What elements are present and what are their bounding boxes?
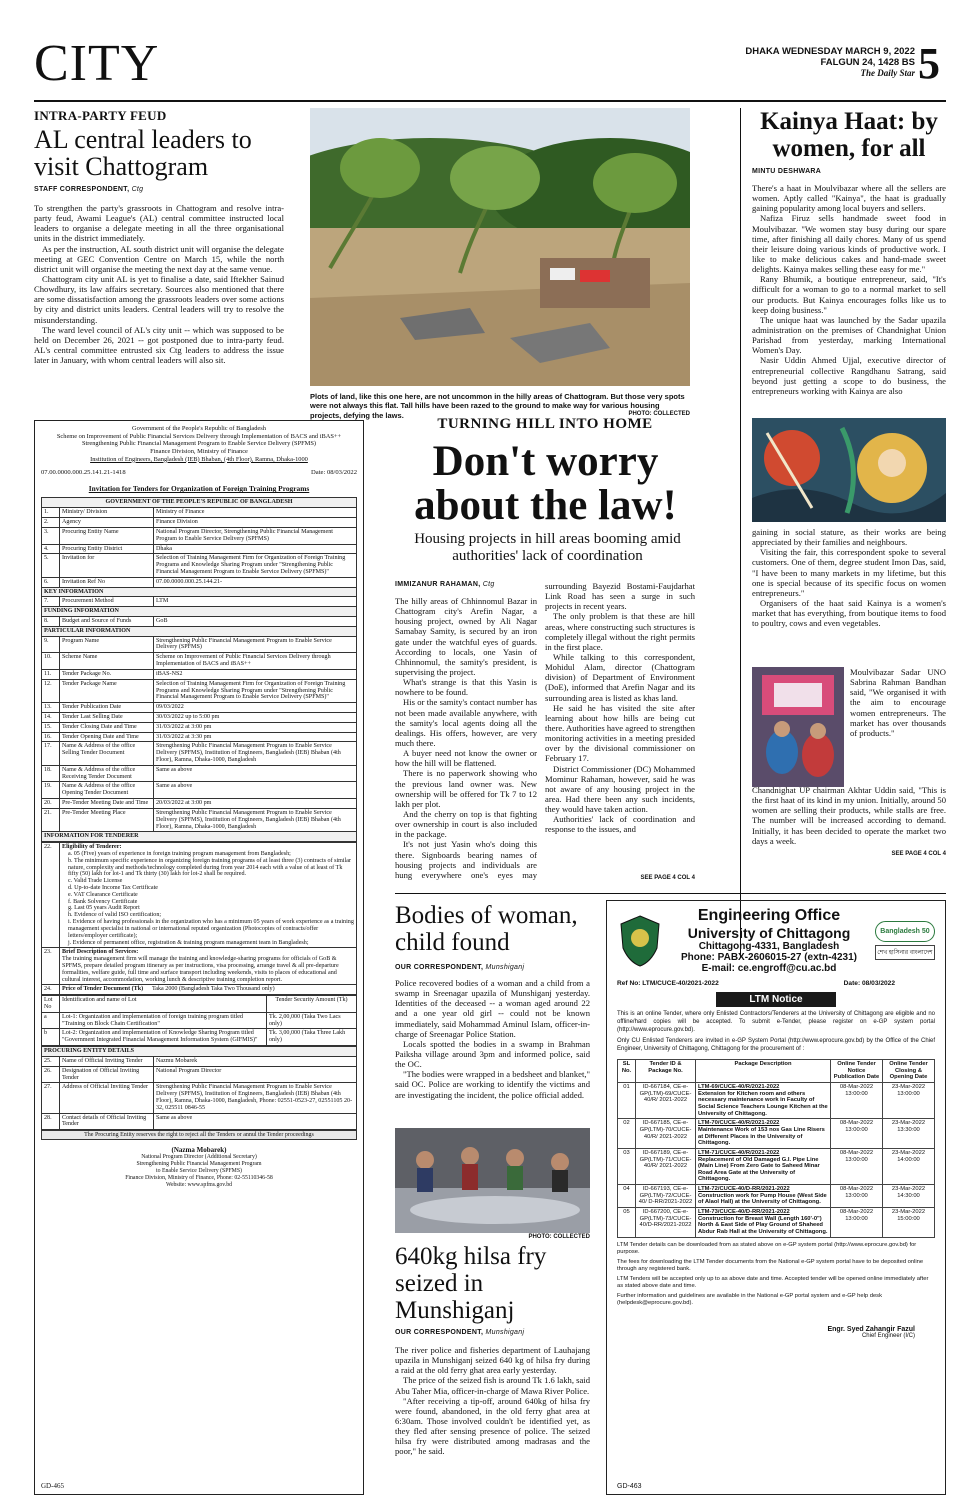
paragraph: As per the instruction, AL south district unit will organise the delegate meeting at GEC Convention Centre on March 15, while the north district unit will organise the meeting the next day at the same venue. [34,243,284,274]
story-kainya [752,108,946,411]
table-row: 16. Tender Opening Date and Time 31/03/2022 at 3:30 pm [42,732,357,742]
divider-lower [395,893,946,894]
table-row: 8. Budget and Source of Funds GoB [42,617,357,627]
table-row: 25. Name of Official Inviting Tender Nazmu Mobarek [42,1056,357,1066]
table-row: 9. Program Name Strengthening Public Financial Management Program to Enable Service Delivery (SPFMS) [42,636,357,653]
footer-note: LTM Tender details can be downloaded from as stated above on e-GP system portal (http://www.eprocure.gov.bd) for purpose. [617,1241,917,1256]
lead-byline: IMMIZANUR RAHAMAN, Ctg [395,581,495,588]
lead-col-2 [545,581,695,871]
story-byline: STAFF CORRESPONDENT, Ctg [34,186,144,193]
kainya-body-2 [752,527,946,667]
paragraph: His or the samity's contact number has not been made available anywhere, with the samity's local agents doing all the dealings. His offers, however, are very much there. [395,697,537,748]
bodies-byline: OUR CORRESPONDENT, Munshiganj [395,964,525,971]
table-row: 21. Pre-Tender Meeting Place Strengthening Public Financial Management Program to Enable Service Delivery (SPFMS), Institution of Engineers, Bangladesh (IEB) Bhaban (4th Floor), Ramna, Dhaka-1000, Bangladesh [42,808,357,831]
paragraph: "The bodies were wrapped in a bedsheet and blanket," said OC. Police are working to identify the victims and are investigating the incident, the police official added. [395,1069,590,1100]
eng-signature: Engr. Syed Zahangir Fazul Chief Engineer (I/C) [827,1325,915,1339]
paragraph: The price of the seized fish is around Tk 1.6 lakh, said Abu Taher Mia, officer-in-charge of Mawa River Police. [395,1375,590,1396]
tender-header [41,425,357,463]
table-row: 5. Invitation for Selection of Training Management Firm for Organization of Foreign Training Programs and Knowledge Sharing Program under "Strengthening Public Financial Management Program to Enable Service Delivery (SPFMS)" [42,554,357,577]
table-row: a Lot-1: Organization and implementation of foreign training program titled "Training on Block Chain Certification" Tk. 2,00,000 (Taka Two Lacs only) [42,1012,357,1029]
story-al-leaders [34,108,284,418]
tender-ref: 07.00.0000.000.25.141.21-1418 [41,469,126,477]
paragraph: "After receiving a tip-off, around 640kg of hilsa fry were found, abandoned, in the old ferry ghat area at 6:30am. Those involved couldn't be identified yet, as they fled after sensing presence of police. The seized hilsa fry were distributed among madrasas and the poor," he said. [395,1395,590,1457]
table-row: 03 ID-667189, CE-e-GP(LTM)-71/CUCE-40/R/ 2021-2022 LTM-71/CUCE-40/R/2021-2022 Replacement of Old Damaged G.I. Pipe Line (Main Line) From Zero Gate to Saheed Minar Road Area Gate at the University of Chittagong. 08-Mar-2022 13:00:00 23-Mar-2022 14:00:00 [618,1148,935,1184]
paragraph: The ward level council of AL's city unit -- which was supposed to be held on December 26, 2021 -- got postponed due to intra-party feud. AL's central committee entrusted six Ctg leaders to address the issue later in January, with whom central leaders will also sit. [34,324,284,366]
table-row: 4. Procuring Entity District Dhaka [42,544,357,554]
tender-ref-row [41,469,357,476]
lead-kicker: TURNING HILL INTO HOME [437,416,653,432]
table-row: b Lot-2: Organization and implementation of Knowledge Sharing Program titled "Government Integrated Financial Management Information System (GIFMIS)" Tk. 3,00,000 (Taka Three Lakh only) [42,1029,357,1046]
eligibility-item: a. 05 (Five) years of experience in foreign training program management from Bangladesh; [68,850,291,857]
paragraph: It's not just Yasin who's doing this there. Signboards bearing names of housing projects and individuals are hung everywhere one's eyes may [395,839,537,880]
table-header: Tender ID & Package No. [636,1059,696,1082]
paragraph [752,846,946,847]
paragraph: There is no paperwork showing who the previous land owner was. New ownership will be offered for Tk 7 to 12 lakh per plot. [395,768,537,809]
lead-see-page: SEE PAGE 4 COL 4 [640,875,695,881]
paragraph: Authorities' lack of coordination and response to the issues, and [545,814,695,835]
hill-photo-credit: PHOTO: COLLECTED [628,411,690,417]
tender-signature: (Nazma Mobarek) National Program Director (Additional Secretary) Strengthening Public Financial Management Program to Enable Service Delivery (SPFMS) Finance Division, Ministry of Finance, Phone: 02-55110346-58 Website: www.spfms.gov.bd [41,1146,357,1189]
paragraph: A buyer need not know the owner or how the hill will be flattened. [395,748,537,769]
story-body [34,203,284,423]
eng-ref-row [617,980,935,987]
table-row: KEY INFORMATION [42,587,357,597]
signer-line: Finance Division, Ministry of Finance, Phone: 02-55110346-58 [125,1175,273,1182]
hill-photo [310,108,690,386]
story-headline: AL central leaders to visit Chattogram [34,125,252,181]
tender-date: Date: 08/03/2022 [311,469,357,477]
table-header: Online Tender Closing & Opening Date [883,1059,935,1082]
kainya-see-page: SEE PAGE 4 COL 4 [891,851,946,857]
paragraph: The unique haat was launched by the Sadar upazila administration on the premises of Chandnighat Union Parishad from yesterday, marking International Women's Day. [752,314,946,356]
eng-date: Date: 08/03/2022 [843,980,895,987]
table-row: 15. Tender Closing Date and Time 31/03/2022 at 3:00 pm [42,722,357,732]
table-header: Package Description [696,1059,831,1082]
tender-lot-table [41,995,357,1046]
hill-landscape-image [310,108,690,386]
footer-note: LTM Tenders will be accepted only up to as above date and time. Accepted tender will be opened online immediately after as stated above date and time. [617,1275,929,1290]
tender-table [41,497,357,842]
table-header: SL No. [618,1059,636,1082]
paragraph: There's a haat in Moulvibazar where all the sellers are women. Aptly called "Kainya", the haat is gradually gaining popularity among local buyers and sellers. [752,183,946,214]
paragraph: Chandnighat UP chairman Akhtar Uddin said, "This is the first haat of its kind in my union. Initially, around 50 women are selling their products, while stalls are free. The number will be increased according to demand. Initially, it has been decided to operate the market two days a week. [752,785,946,846]
paragraph: Nasir Uddin Ahmed Ujjal, executive director of entrepreneurial collective Rangdhanu Satrang, said beyond just getting a scope to do business, the entrepreneurs working with Kainya are also [752,355,946,396]
paragraph: The hilly areas of Chhinnomul Bazar in Chattogram city's Arefin Nagar, a housing project, owned by Ali Nagar Samabay Samity, is secured by an iron gate under the watchful eyes of guards. According to locals, one Yasin of Chhinnomul, the samity's president, is supervising the project. [395,596,537,677]
eng-ad-title: Engineering Office [697,907,841,924]
story-kicker: INTRA-PARTY FEUD [34,108,167,123]
hilsa-body [395,1345,590,1495]
paper-logo: The Daily Star [860,68,915,78]
ltm-notice-title: LTM Notice [716,992,836,1007]
eligibility-item: i. Evidence of having professionals in the organization who has a minimum 05 years of work experience as a training management specialist in national or international reputed organization (Photocopies of contracts/offer letters/employer certificate); [68,919,354,939]
bangladesh-50-logo: Bangladesh 50 শেখ হাসিনার বাংলাদেশ [875,921,935,960]
table-row: PROCURING ENTITY DETAILS [42,1047,357,1057]
lead-headline: Don't worry about the law! [414,438,677,529]
page-number: 5 [918,39,940,88]
paragraph: surrounding Bayezid Bostami-Faujdarhat Link Road has seen a surge in such projects in recent years. [545,581,695,612]
dateline [725,46,915,79]
bodies-body [395,978,590,1126]
bodies-headline: Bodies of woman, child found [395,902,578,956]
table-row: 6. Invitation Ref No 07.00.0000.000.25.144.21- [42,577,357,587]
hill-photo-caption: Plots of land, like this one here, are not uncommon in the hilly areas of Chattogram. But those very spots were not always this flat. Tall hills have been razed to the ground to make way for various housing projects, defying the laws. [310,392,685,420]
dateline-bangla-date: FALGUN 24, 1428 BS [820,57,915,68]
table-row: 3. Procuring Entity Name National Program Director, Strengthening Public Financial Management Program to Enable Service Delivery (SPFMS) [42,527,357,544]
tender-header-line: Institution of Engineers, Bangladesh (IEB) Bhaban, (4th Floor), Ramna, Dhaka-1000 [90,455,308,463]
table-row: 28. Contact details of Official Inviting Tender Same as above [42,1113,357,1130]
paragraph: Nafiza Firuz sells handmade sweet food in Moulvibazar. "We women stay busy during our spare time, after finishing all daily chores. Many of us spend their leisure doing various kinds of productive work. I like to make delicious cakes and hand-made sweet delights. Kainya makes selling these easy for me." [752,213,946,275]
table-row: GOVERNMENT OF THE PEOPLE'S REPUBLIC OF BANGLADESH [42,498,357,508]
eng-ref: Ref No: LTM/CUCE-40/2021-2022 [617,980,719,987]
signer-line: to Enable Service Delivery (SPFMS) [156,1168,242,1175]
table-row: FUNDING INFORMATION [42,607,357,617]
table-row: 12. Tender Package Name Selection of Training Management Firm for Organization of Foreign Training Programs and Knowledge Sharing Program under "Strengthening Public Financial Management Program to Enable Service Delivery (SPFMS)" [42,679,357,702]
table-row: 13. Tender Publication Date 09/03/2022 [42,703,357,713]
paragraph: Moulvibazar Sadar UNO Sabrina Rahman Bandhan said, "We organised it with the aim to encourage women entrepreneurs. The market has over thousands of products." [850,667,946,738]
paragraph: Locals spotted the bodies in a swamp in Brahman Paiksha village around 3pm and informed police, said the OC. [395,1038,590,1070]
eng-ad [606,900,946,1495]
tender-code: GD-465 [41,1482,64,1490]
table-row: 01 ID-667184, CE-e-GP(LTM)-69/CUCE-40/R/ 2021-2022 LTM-69/CUCE-40/R/2021-2022 Extension for Kitchen room and others necessary maintenance work in Faculty of Social Science Teachers Lounge Kitchen at the University of Chittagong. 08-Mar-2022 13:00:00 23-Mar-2022 13:00:00 [618,1082,935,1118]
eng-code: GD-463 [617,1483,642,1490]
tender-eligibility: 22. Eligibility of Tenderer: a. 05 (Five) years of experience in foreign training program management from Bangladesh; b. The minimum specific experience in organizing foreign training programs of at least three (3) contracts of similar nature, complexity and methods/technology completed during from year 2014 each with a value of at least of Tk fifty (50) lakh for lot-1 and Tk thirty (30) lakh for lot-2 shall be required. c. Valid Trade License d. Up-to-date Income Tax Certificate e. VAT Clearance Certificate f. Bank Solvency Certificate g. Last 05 years Audit Report h. Evidence of valid ISO certification; i. Evidence of having professionals in the organization who has a minimum 05 years of work experience as a training management specialist in national or international reputed organization (Photocopies of contracts/offer letters/employer certificate); j. Evidence of permanent office, registration & training program management team in Bangladesh; 23. Brief Description of Services: The training management firm will manage the training and knowledge-sharing programs for officials of GoB & SPFMS, prepare detailed program itinerary as per instructions, visa processing, arrange travel & all pre-departure formalities, welfare guide, full time and surface transport including weekends, visits to places of educational and cultural interest, accommodation, working lunch & descriptive training completion report. 24. Price of Tender Document (Tk) Taka 2000 (Bangladesh Taka Two Thousand only) [41,842,357,995]
lead-col-1 [395,596,537,881]
eng-footer-notes [617,1242,935,1308]
eng-ad-addr: Chittagong-4331, Bangladesh [698,941,840,952]
table-row: 7. Procurement Method LTM [42,597,357,607]
tender-header-line: Scheme on Improvement of Public Financial Services Delivery through Implementation of BACS and iBAS++ [56,432,342,440]
paragraph: Police recovered bodies of a woman and a child from a swamp in Sreenagar upazila of Munshiganj yesterday. Identities of the deceased -- a woman aged around 22 and a one year old girl -- could not be known immediately, said Mohammad Aminul Islam, officer-in-charge of Sreenagar Police Station. [395,978,590,1039]
eligibility-item: h. Evidence of valid ISO certification; [68,912,162,919]
table-row: 27. Address of Official Inviting Tender Strengthening Public Financial Management Program to Enable Service Delivery (SPFMS), Institution of Engineers, Bangladesh (IEB) Bhaban (4th Floor), Ramna, Dhaka-1000, Bangladesh, Phone: 02551-0523-27, 02551105 20-32, 025511 0846-55 [42,1083,357,1113]
paragraph: And the cherry on top is that fighting over ownership in court is also included in the package. [395,808,537,840]
table-row: 26. Designation of Official Inviting Tender National Program Director [42,1066,357,1083]
kainya-art-photo [752,418,946,522]
footer-note: Further information and guidelines are available in the National e-GP portal system and e-GP help desk (helpdesk@eprocure.gov.bd). [617,1292,882,1307]
eng-ad-email: E-mail: ce.engroff@cu.ac.bd [701,963,837,974]
kainya-byline: MINTU DESHWARA [752,168,822,175]
paragraph: While talking to this correspondent, Mohidul Alam, director (Chattogram division) of Department of Environment (DoE), informed that Arefin Nagar and its surrounding area is listed as khas land. [545,651,695,703]
table-row: INFORMATION FOR TENDERER [42,832,357,842]
table-row: 05 ID-667200, CE-e-GP(LTM)-73/CUCE-40/D-RR/2021-2022 LTM-73/CUCE-40/D-RR/2021-2022 Construction for Breast Wall (Length 160'-0") North & East Side of Play Ground of Shaheed Abdur Rab Hall at the University of Chittagong. 08-Mar-2022 13:00:00 23-Mar-2022 15:00:00 [618,1208,935,1238]
tender-header-line: Finance Division, Ministry of Finance [150,448,248,456]
paragraph: To strengthen the party's grassroots in Chattogram and resolve intra-party feud, Awami League's (AL) central committee instructed local leaders to organise a delegate meeting in all the three organisational units in the district immediately. [34,203,284,244]
signer-line: National Program Director (Additional Secretary) [141,1154,257,1161]
tender-header-line: Government of the People's Republic of Bangladesh [132,425,266,432]
table-row: 17. Name & Address of the office Selling Tender Document Strengthening Public Financial Management Program to Enable Service Delivery (SPFMS), Institution of Engineers, Bangladesh (IEB) Bhaban (4th Floor), Ramna, Dhaka-1000, Bangladesh [42,742,357,765]
hilsa-photo [395,1128,590,1233]
signer-line: Strengthening Public Financial Management Program [136,1161,262,1168]
table-row: 18. Name & Address of the office Receiving Tender Document Same as above [42,765,357,782]
eligibility-item: e. VAT Clearance Certificate [68,891,138,898]
footer-note: The fees for downloading the LTM Tender documents from the National e-GP system portal have to be deposited online through any registered bank. [617,1258,924,1273]
table-row: 02 ID-667185, CE-e-GP(LTM)-70/CUCE-40/R/ 2021-2022 LTM-70/CUCE-40/R/2021-2022 Maintenance Work of 153 nos Gas Line Risers at Different Places in the University of Chittagong. 08-Mar-2022 13:00:00 23-Mar-2022 13:30:00 [618,1119,935,1149]
section-title: CITY [34,35,160,92]
paragraph: What's strange is that this Yasin is nowhere to be found. [395,677,537,698]
hilsa-headline: 640kg hilsa fry seized in Munshiganj [395,1243,547,1324]
tender-header-line: Strengthening Public Financial Management Program to Enable Service Delivery (SPFMS) [81,440,317,448]
ltm-table [617,1059,935,1238]
eligibility-item: d. Up-to-date Income Tax Certificate [68,885,158,891]
signer-line: Website: www.spfms.gov.bd [165,1182,233,1188]
paragraph: Rany Bhumik, a boutique entrepreneur, said, "It's difficult for a woman to go to a normal market to sell our products. But Kainya encourages folks like us to keep doing business." [752,274,946,315]
eligibility-item: c. Valid Trade License [68,878,123,885]
column-rule [740,108,741,958]
table-row: PARTICULAR INFORMATION [42,626,357,636]
eligibility-item: g. Last 05 years Audit Report [68,905,140,912]
kainya-body [752,183,946,411]
eligibility-item: f. Bank Solvency Certificate [68,898,138,905]
table-header: Online Tender Notice Publication Date [831,1059,883,1082]
kainya-headline: Kainya Haat: by women, for all [760,108,938,162]
eng-intro-2: Only CU Enlisted Tenderers are invited in e-GP System Portal (http://www.eprocure.gov.bd) by the Office of the Chief Engineer, University of Chittagong, Chittagong for the procurement of : [617,1038,935,1053]
paragraph: gaining in social stature, as their works are being appreciated by their families and neighbours. [752,527,946,548]
hilsa-photo-credit: PHOTO: COLLECTED [528,1234,590,1240]
kainya-body-3 [752,667,946,847]
tender-ad [34,420,364,1495]
tender-title: Invitation for Tenders for Organization of Foreign Training Programs [88,484,310,494]
paragraph: District Commissioner (DC) Mohammed Mominur Rahaman, however, said he was not aware of any housing project in the area. Had there been any such incidents, they would have taken action. [545,763,695,815]
table-row: 1. Ministry/ Division Ministry of Finance [42,508,357,518]
table-header-row: Lot No Identification and name of Lot Tender Security Amount (Tk) [42,996,357,1013]
masthead-rule [34,100,946,102]
eligibility-item: b. The minimum specific experience in organizing foreign training programs of at least three (3) contracts of similar nature, complexity and methods/technology completed during from year 2014 each with a value of at least of Tk fifty (50) lakh for lot-1 and Tk thirty (30) lakh for lot-2 shall be required. [68,857,352,878]
eligibility-item: j. Evidence of permanent office, registration & training program management team in Bangladesh; [68,939,309,946]
table-row: 19. Name & Address of the office Opening Tender Document Same as above [42,782,357,799]
eng-ad-phone: Phone: PABX-2606015-27 (extn-4231) [681,952,857,963]
university-seal-icon [617,914,663,968]
paragraph: Chattogram city unit AL is yet to finalise a date, said Iftekher Sainud Chowdhury, its law affairs secretary. Sources also mentioned that there are some dissatisfaction among the grassroots leaders over some actions by city and district units leaders. Central leaders will try to resolve the misunderstanding. [34,273,284,325]
table-row: 11. Tender Package No. iBAS-NS2 [42,669,357,679]
tender-reserve: The Procuring Entity reserves the right to reject all the Tenders or annul the Tender proceedings [41,1130,357,1140]
dateline-date: DHAKA WEDNESDAY MARCH 9, 2022 [745,46,915,57]
eng-ad-univ: University of Chittagong [687,925,851,941]
table-row: 2. Agency Finance Division [42,518,357,528]
eng-ad-header [617,907,935,974]
hilsa-byline: OUR CORRESPONDENT, Munshiganj [395,1329,525,1336]
table-row: 14. Tender Last Selling Date 30/03/2022 up to 5:00 pm [42,712,357,722]
table-row: 20. Pre-Tender Meeting Date and Time 20/03/2022 at 3:00 pm [42,799,357,809]
table-row: 04 ID-667193, CE-e-GP(LTM)-72/CUCE-40/ D-RR/2021-2022 LTM-72/CUCE-40/D-RR/2021-2022 Construction work for Pump House (West Side of Alaol Hall) at the University of Chittagong. 08-Mar-2022 13:00:00 23-Mar-2022 14:30:00 [618,1185,935,1208]
eng-intro-1: This is an online Tender, where only Enlisted Contractors/Tenderers at the University of Chittagong are eligible and no offline/hard copies will be accepted. To submit e-Tender, please register on e-GP system portal (http://www.eprocure.gov.bd). [617,1011,935,1033]
tender-procuring-table [41,1046,357,1130]
table-row: 10. Scheme Name Scheme on Improvement of Public Financial Services Delivery through Implementation of BACS and iBAS++ [42,653,357,670]
paragraph: The only problem is that these are hill areas, where constructing such structures is completely illegal without the right permits in the first place. [545,611,695,652]
paragraph: Organisers of the haat said Kainya is a women's market that has everything, from boutique items to food to poultry, cows and even vegetables. [752,597,946,629]
paragraph: Visiting the fair, this correspondent spoke to several customers. One of them, degree student Imon Das, said, "I have been to many markets in my lifetime, but this one is special because of its specific focus on women entrepreneurs." [752,547,946,598]
paragraph: The river police and fisheries department of Lauhajang upazila in Munshiganj seized 640 kg of hilsa fry during a raid at the old ferry ghat area early yesterday. [395,1345,590,1376]
lead-subhead: Housing projects in hill areas booming amid authorities' lack of coordination [414,531,681,564]
paragraph: He said he has visited the site after learning about how hills are being cut there. Authorities have agreed to strengthen monitoring activities in a meeting presided over by the divisional commissioner on February 17. [545,702,695,764]
